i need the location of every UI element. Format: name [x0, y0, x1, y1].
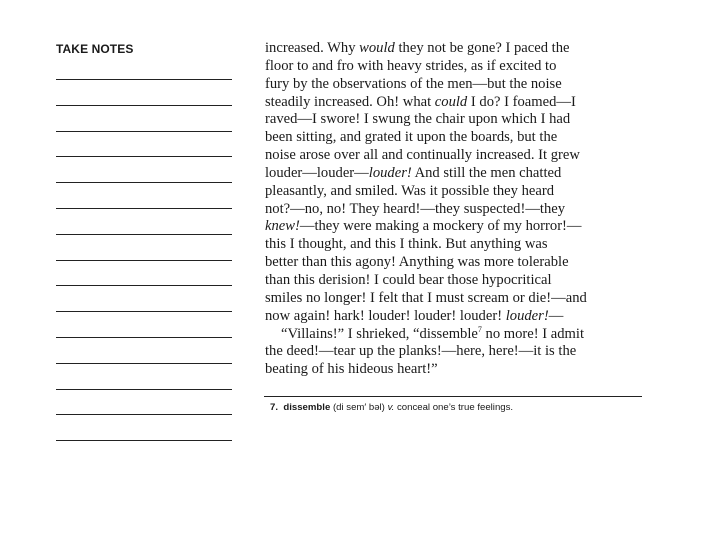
passage-line: pleasantly, and smiled. Was it possible they heard [265, 182, 555, 199]
take-notes-heading: TAKE NOTES [56, 42, 134, 56]
passage-line: this I thought, and this I think. But anything was [265, 236, 548, 253]
note-line [56, 389, 232, 390]
passage-line: been sitting, and grated it upon the boards, but the [265, 129, 558, 146]
passage-line: the deed!—tear up the planks!—here, here!—it is the [265, 343, 577, 360]
note-line [56, 79, 232, 80]
note-line [56, 363, 232, 364]
note-line [56, 414, 232, 415]
passage-line: raved—I swore! I swung the chair upon which I had [265, 111, 571, 128]
passage-line: increased. Why would they not be gone? I paced the [265, 40, 570, 56]
note-line [56, 337, 232, 338]
passage-line: now again! hark! louder! louder! louder! louder!— [265, 307, 564, 324]
footnote-definition: conceal one’s true feelings. [396, 402, 514, 413]
passage-line: fury by the observations of the men—but the noise [265, 75, 562, 92]
passage-line: steadily increased. Oh! what could I do? I foamed—I [265, 93, 576, 110]
note-line [56, 208, 232, 209]
note-line [56, 260, 232, 261]
footnote-reference: 7 [477, 324, 482, 334]
note-line [56, 156, 232, 157]
passage-line: knew!—they were making a mockery of my horror!— [265, 218, 582, 235]
note-line [56, 285, 232, 286]
note-line [56, 440, 232, 441]
footnote-part-of-speech: v. [387, 402, 395, 413]
passage-line: beating of his hideous heart!” [265, 361, 438, 378]
footnote-pronunciation: (di sem′ bəl) [332, 402, 385, 413]
emphasized-text: would [359, 40, 395, 56]
passage-line: than this derision! I could bear those hypocritical [265, 271, 552, 288]
footnote [270, 402, 513, 413]
emphasized-text: could [434, 93, 468, 110]
passage-line: “Villains!” I shrieked, “dissemble$^7$ no more! I admit [281, 324, 585, 342]
note-line [56, 311, 232, 312]
story-passage [265, 40, 645, 379]
emphasized-text: louder! [505, 307, 549, 324]
emphasized-text: louder! [368, 164, 412, 181]
passage-line: not?—no, no! They heard!—they suspected!—they [265, 200, 566, 217]
note-line [56, 131, 232, 132]
footnote-term: dissemble [283, 402, 331, 413]
passage-line: louder—louder—louder! And still the men chatted [265, 164, 562, 181]
passage-line: smiles no longer! I felt that I must scream or die!—and [265, 289, 587, 306]
passage-line: noise arose over all and continually increased. It grew [265, 147, 580, 164]
passage-line: floor to and fro with heavy strides, as if excited to [265, 57, 557, 74]
footnote-divider [264, 396, 642, 397]
passage-line: better than this agony! Anything was more tolerable [265, 254, 569, 271]
footnote-number: 7. [270, 402, 279, 413]
note-line [56, 182, 232, 183]
note-line [56, 234, 232, 235]
note-line [56, 105, 232, 106]
emphasized-text: knew! [265, 218, 300, 235]
